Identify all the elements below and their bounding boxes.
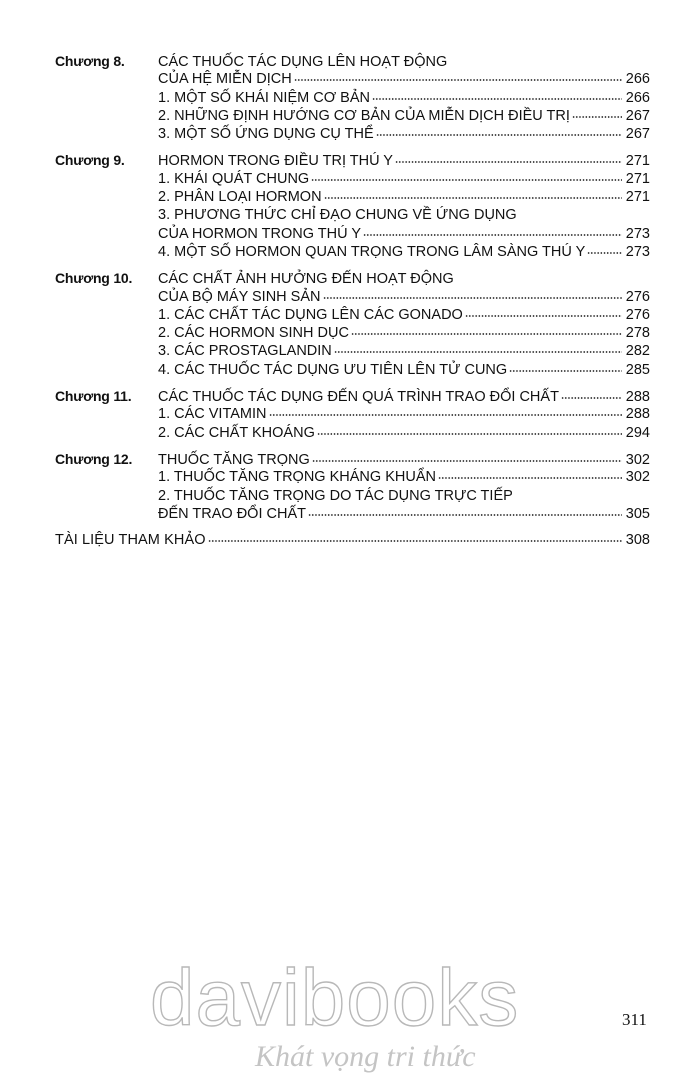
entry-page-number: 266: [625, 89, 650, 106]
entry-title: HORMON TRONG ĐIỀU TRỊ THÚ Y: [158, 153, 393, 170]
toc-entry: [55, 52, 650, 70]
references-title: TÀI LIỆU THAM KHẢO: [55, 532, 206, 549]
entry-page-number: 285: [625, 361, 650, 378]
toc-chapter: [55, 52, 650, 143]
dot-leader: [323, 296, 623, 300]
entry-page-number: 288: [625, 406, 650, 423]
entry-page-number: 271: [625, 170, 650, 187]
toc-entry: [55, 361, 650, 379]
entry-title: 4. MỘT SỐ HORMON QUAN TRỌNG TRONG LÂM SÀNG THÚ Y: [158, 243, 586, 260]
dot-leader: [317, 432, 622, 436]
toc-entry: [55, 70, 650, 88]
dot-leader: [376, 133, 622, 137]
dot-leader: [587, 251, 622, 255]
toc-entry: [55, 188, 650, 206]
entry-page-number: 276: [625, 306, 650, 323]
dot-leader: [308, 513, 622, 517]
entry-title: 1. CÁC VITAMIN: [158, 406, 267, 423]
toc-chapter: [55, 450, 650, 523]
toc-entry: [55, 125, 650, 143]
entry-title: 2. CÁC CHẤT KHOÁNG: [158, 424, 315, 441]
entry-page-number: 273: [625, 225, 650, 242]
entry-page-number: 266: [625, 71, 650, 88]
entry-title: 3. MỘT SỐ ỨNG DỤNG CỤ THỂ: [158, 126, 374, 143]
toc-entry: [55, 269, 650, 287]
entry-title: 1. CÁC CHẤT TÁC DỤNG LÊN CÁC GONADO: [158, 306, 463, 323]
toc-chapter: [55, 387, 650, 442]
entry-page-number: 271: [625, 189, 650, 206]
toc-entry: [55, 225, 650, 243]
toc-entry: [55, 487, 650, 505]
page-number: 311: [622, 1010, 647, 1029]
dot-leader: [438, 476, 622, 480]
toc-chapter: [55, 269, 650, 379]
toc-entry: [55, 170, 650, 188]
toc-entry: [55, 405, 650, 423]
entry-page-number: 302: [625, 451, 650, 468]
chapter-label: Chương 11.: [55, 388, 132, 405]
toc-entry: [55, 468, 650, 486]
dot-leader: [269, 413, 623, 417]
toc-entry: [55, 243, 650, 261]
entry-page-number: 273: [625, 243, 650, 260]
entry-title: CÁC THUỐC TÁC DỤNG LÊN HOẠT ĐỘNG: [158, 54, 448, 70]
entry-page-number: 267: [625, 126, 650, 143]
toc-entry: [55, 107, 650, 125]
dot-leader: [208, 539, 622, 543]
chapter-label: Chương 10.: [55, 270, 133, 287]
entry-title: 2. CÁC HORMON SINH DỤC: [158, 325, 349, 342]
dot-leader: [351, 332, 622, 336]
dot-leader: [363, 233, 622, 237]
entry-page-number: 294: [625, 424, 650, 441]
toc-entry-references: [55, 531, 650, 549]
entry-page-number: 278: [625, 325, 650, 342]
toc-chapter: [55, 151, 650, 261]
entry-title: 3. PHƯƠNG THỨC CHỈ ĐẠO CHUNG VỀ ỨNG DỤNG: [158, 207, 517, 224]
toc-entry: [55, 450, 650, 468]
entry-page-number: 302: [625, 469, 650, 486]
dot-leader: [334, 350, 622, 354]
entry-title: CỦA BỘ MÁY SINH SẢN: [158, 288, 321, 305]
toc-entry: [55, 288, 650, 306]
entry-page-number: 305: [625, 505, 650, 522]
references-page-number: 308: [625, 532, 650, 549]
entry-page-number: 267: [625, 107, 650, 124]
toc-entry: [55, 89, 650, 107]
entry-title: CỦA HORMON TRONG THÚ Y: [158, 225, 362, 242]
dot-leader: [311, 178, 622, 182]
dot-leader: [372, 97, 622, 101]
toc-entry: [55, 324, 650, 342]
dot-leader: [324, 196, 622, 200]
entry-title: 1. KHÁI QUÁT CHUNG: [158, 170, 310, 187]
entry-title: 1. MỘT SỐ KHÁI NIỆM CƠ BẢN: [158, 89, 370, 106]
toc-entry: [55, 424, 650, 442]
entry-page-number: 271: [625, 153, 650, 170]
dot-leader: [465, 314, 622, 318]
watermark-slogan: Khát vọng tri thức: [255, 1040, 476, 1073]
chapter-label: Chương 9.: [55, 152, 125, 169]
toc-entry: [55, 342, 650, 360]
entry-title: 2. NHỮNG ĐỊNH HƯỚNG CƠ BẢN CỦA MIỄN DỊCH ĐIỀU TRỊ: [158, 107, 570, 124]
entry-title: 3. CÁC PROSTAGLANDIN: [158, 343, 332, 360]
toc-entry: [55, 387, 650, 405]
dot-leader: [572, 115, 622, 119]
entry-page-number: 276: [625, 288, 650, 305]
dot-leader: [561, 396, 622, 400]
toc-entry: [55, 151, 650, 169]
entry-title: ĐẾN TRAO ĐỔI CHẤT: [158, 505, 306, 522]
chapter-label: Chương 12.: [55, 450, 133, 467]
dot-leader: [509, 369, 622, 373]
entry-title: 2. PHÂN LOẠI HORMON: [158, 189, 322, 206]
watermark-logo: davibooks: [150, 953, 520, 1042]
chapter-label: Chương 8.: [55, 53, 125, 69]
entry-title: 2. THUỐC TĂNG TRỌNG DO TÁC DỤNG TRỰC TIẾP: [158, 487, 513, 504]
entry-title: CỦA HỆ MIỄN DỊCH: [158, 71, 292, 88]
toc-entry: [55, 306, 650, 324]
entry-page-number: 282: [625, 343, 650, 360]
toc-entry: [55, 505, 650, 523]
entry-title: CÁC THUỐC TÁC DỤNG ĐẾN QUÁ TRÌNH TRAO ĐỔI CHẤT: [158, 389, 559, 406]
entry-title: 4. CÁC THUỐC TÁC DỤNG ƯU TIÊN LÊN TỬ CUNG: [158, 361, 508, 378]
dot-leader: [312, 459, 622, 463]
entry-title: THUỐC TĂNG TRỌNG: [158, 451, 310, 468]
entry-title: CÁC CHẤT ẢNH HƯỞNG ĐẾN HOẠT ĐỘNG: [158, 271, 454, 288]
dot-leader: [395, 160, 622, 164]
toc-entry: [55, 206, 650, 224]
table-of-contents: [55, 52, 650, 549]
entry-title: 1. THUỐC TĂNG TRỌNG KHÁNG KHUẨN: [158, 469, 436, 486]
entry-page-number: 288: [625, 389, 650, 406]
dot-leader: [294, 78, 622, 82]
